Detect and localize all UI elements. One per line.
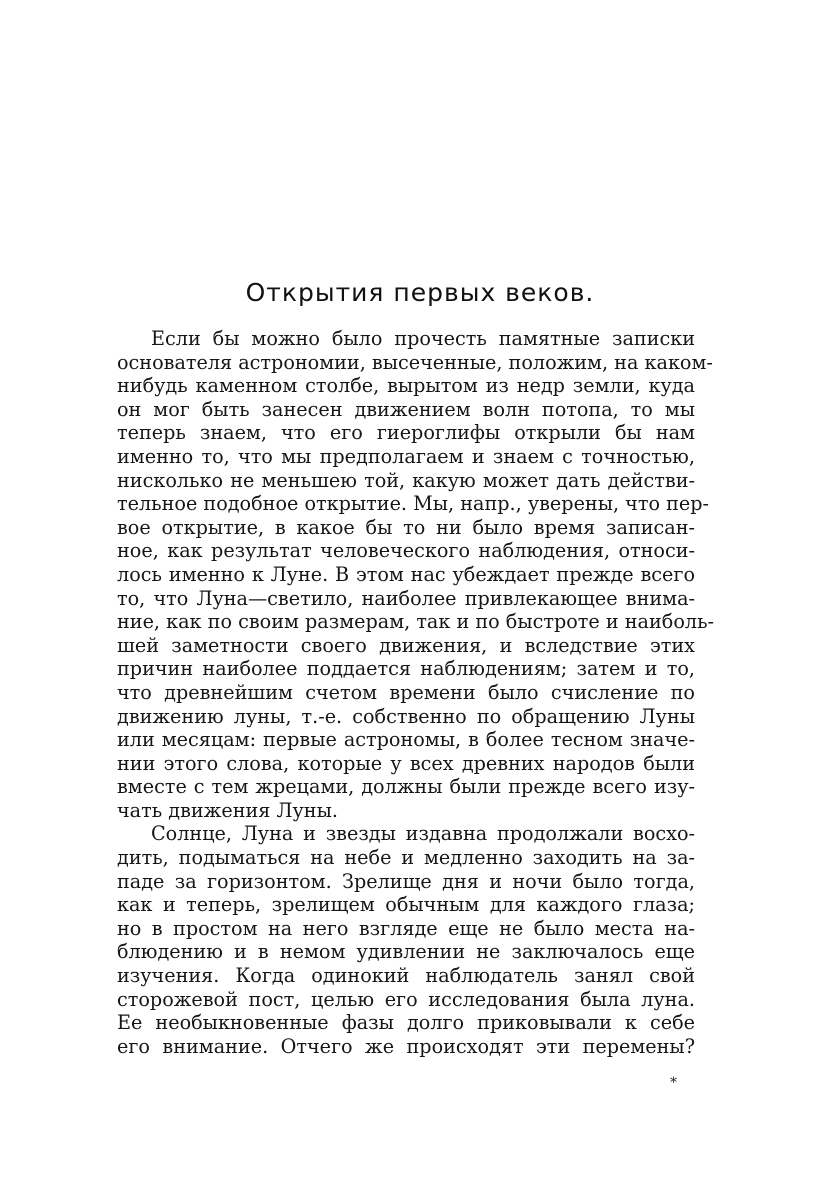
text-line: лось именно к Луне. В этом нас убеждает прежде всего [117, 562, 695, 586]
text-line: Ее необыкновенные фазы долго приковывали к себе [117, 1011, 695, 1035]
text-line: чать движения Луны. [117, 798, 338, 822]
text-line: Солнце, Луна и звезды издавна продолжали восхо- [151, 822, 695, 846]
text-line: блюдению и в немом удивлении не заключалось еще [117, 940, 695, 964]
text-line: сторожевой пост, целью его исследования была луна. [117, 987, 695, 1011]
text-line: но в простом на него взгляде еще не было места на- [117, 916, 695, 940]
text-line: его внимание. Отчего же происходят эти перемены? [117, 1034, 695, 1058]
paragraph-1 [117, 327, 715, 822]
text-line: тельное подобное открытие. Мы, напр., уверены, что пер- [117, 492, 710, 516]
text-line: нибудь каменном столбе, вырытом из недр земли, куда [117, 374, 695, 398]
chapter-heading: Открытия первых веков. [245, 278, 595, 307]
text-line: шей заметности своего движения, и вследствие этих [117, 633, 695, 657]
text-line: нисколько не меньшею той, какую может дать действи- [117, 468, 695, 492]
text-line: именно то, что мы предполагаем и знаем с точностью, [117, 444, 695, 468]
text-line: теперь знаем, что его гиероглифы открыли бы нам [117, 421, 695, 445]
text-line: дить, подыматься на небе и медленно заходить на за- [117, 846, 695, 870]
text-line: то, что Луна—светило, наиболее привлекающее внима- [117, 586, 695, 610]
text-line: вое открытие, в какое бы то ни было время записан- [117, 515, 695, 539]
text-line: он мог быть занесен движением волн потопа, то мы [117, 397, 695, 421]
text-line: ние, как по своим размерам, так и по быстроте и наиболь- [117, 610, 715, 634]
text-line: основателя астрономии, высеченные, положим, на каком- [117, 350, 713, 374]
text-line: движению луны, т.-е. собственно по обращению Луны [117, 704, 695, 728]
text-line: изучения. Когда одинокий наблюдатель занял свой [117, 964, 695, 988]
text-line: что древнейшим счетом времени было счисление по [117, 680, 695, 704]
text-line: паде за горизонтом. Зрелище дня и ночи было тогда, [117, 869, 695, 893]
text-line: Если бы можно было прочесть памятные записки [151, 327, 695, 350]
footer-mark: * [670, 1075, 677, 1091]
text-line: причин наиболее поддается наблюдениям; затем и то, [117, 657, 695, 681]
text-line: ное, как результат человеческого наблюдения, относи- [117, 539, 695, 563]
text-line: как и теперь, зрелищем обычным для каждого глаза; [117, 893, 695, 917]
text-line: или месяцам: первые астрономы, в более тесном значе- [117, 728, 695, 752]
text-line: вместе с тем жрецами, должны были прежде всего изу- [117, 775, 695, 799]
text-line: нии этого слова, которые у всех древних народов были [117, 751, 695, 775]
paragraph-2 [117, 822, 695, 1058]
body-text [117, 327, 715, 1058]
